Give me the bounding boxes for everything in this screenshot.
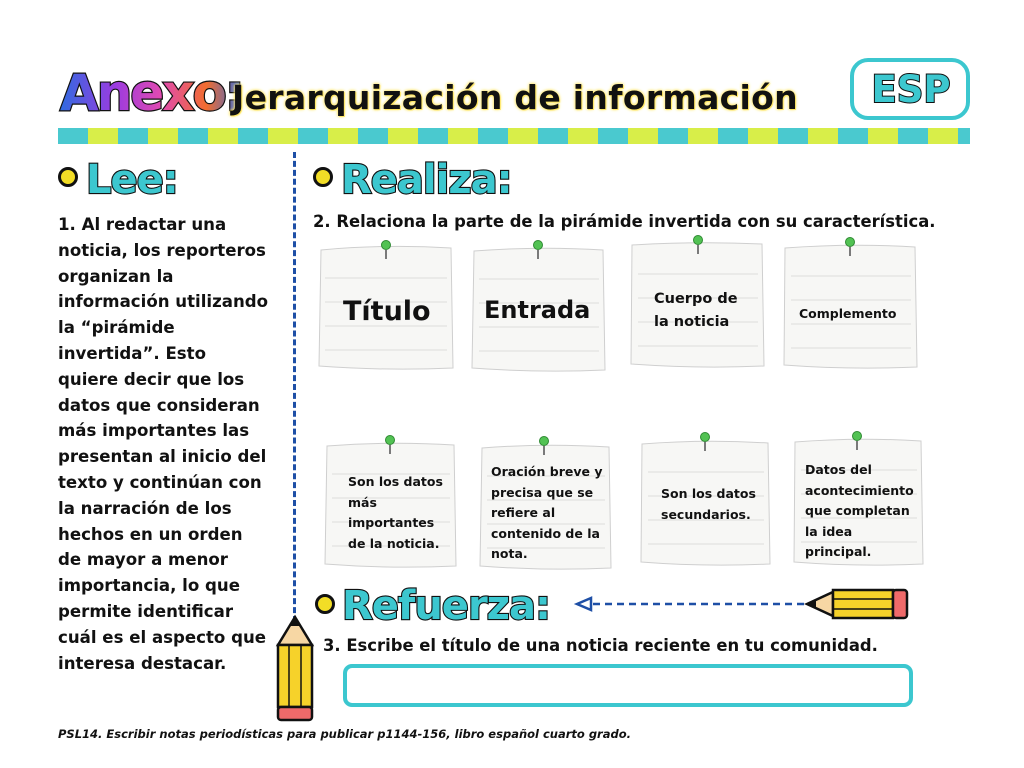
characteristic-card-2[interactable] — [477, 440, 613, 575]
characteristic-label: Son los datos más importantes de la noticia. — [348, 474, 443, 551]
anexo-label: Anexo: — [60, 64, 243, 122]
pin-icon — [693, 235, 703, 245]
refuerza-heading-text: Refuerza: — [342, 583, 550, 629]
refuerza-heading — [340, 580, 580, 628]
pin-icon — [533, 240, 543, 250]
characteristic-label: Oración breve y precisa que se refiere al contenido de la nota. — [491, 464, 603, 561]
part-label: Cuerpo de la noticia — [654, 291, 738, 330]
subject-badge-text: ESP — [871, 68, 951, 111]
part-label: Entrada — [484, 296, 591, 324]
lee-bullet — [58, 167, 78, 187]
part-card-complemento[interactable] — [781, 240, 919, 373]
pin-icon — [385, 435, 395, 445]
part-label: Título — [343, 296, 431, 327]
part-label: Complemento — [799, 306, 897, 321]
answer-input[interactable] — [343, 664, 913, 707]
anexo-heading — [58, 62, 243, 122]
characteristic-card-3[interactable] — [638, 436, 772, 570]
lee-heading — [84, 155, 194, 203]
lee-paragraph: 1. Al redactar una noticia, los reporteros organizan la información utilizando la “pirámide invertida”. Esto quiere decir que los datos que consideran más importantes las presentan al inicio del texto y continúan con la narración de los hechos en un orden de mayor a menor importancia, lo que permite identificar cuál es el aspecto que interesa destacar. — [58, 215, 269, 673]
part-card-titulo[interactable] — [315, 240, 457, 375]
page-title: Jerarquización de información — [232, 78, 798, 117]
pencil-arrow-icon — [575, 586, 915, 626]
pencil-icon — [274, 615, 316, 723]
characteristic-label: Datos del acontecimiento que completan la idea principal. — [805, 462, 914, 559]
pin-icon — [852, 431, 862, 441]
pin-icon — [381, 240, 391, 250]
refuerza-bullet — [315, 594, 335, 614]
part-card-entrada[interactable] — [469, 243, 607, 376]
characteristic-label: Son los datos secundarios. — [661, 486, 756, 522]
pin-icon — [845, 237, 855, 247]
task-3-instruction: 3. Escribe el título de una noticia reciente en tu comunidad. — [323, 636, 878, 655]
column-divider — [293, 152, 296, 622]
part-card-cuerpo[interactable] — [628, 238, 766, 373]
realiza-heading — [339, 155, 529, 203]
pin-icon — [700, 432, 710, 442]
footer-reference: PSL14. Escribir notas periodísticas para publicar p1144-156, libro español cuarto grado. — [58, 727, 631, 741]
header-stripe — [58, 128, 970, 144]
characteristic-card-4[interactable] — [791, 434, 925, 570]
task-2-instruction: 2. Relaciona la parte de la pirámide invertida con su característica. — [313, 212, 936, 231]
lee-heading-text: Lee: — [86, 157, 178, 203]
subject-badge-label — [866, 64, 956, 114]
pin-icon — [539, 436, 549, 446]
realiza-bullet — [313, 167, 333, 187]
characteristic-card-1[interactable] — [322, 438, 458, 572]
realiza-heading-text: Realiza: — [341, 157, 512, 203]
